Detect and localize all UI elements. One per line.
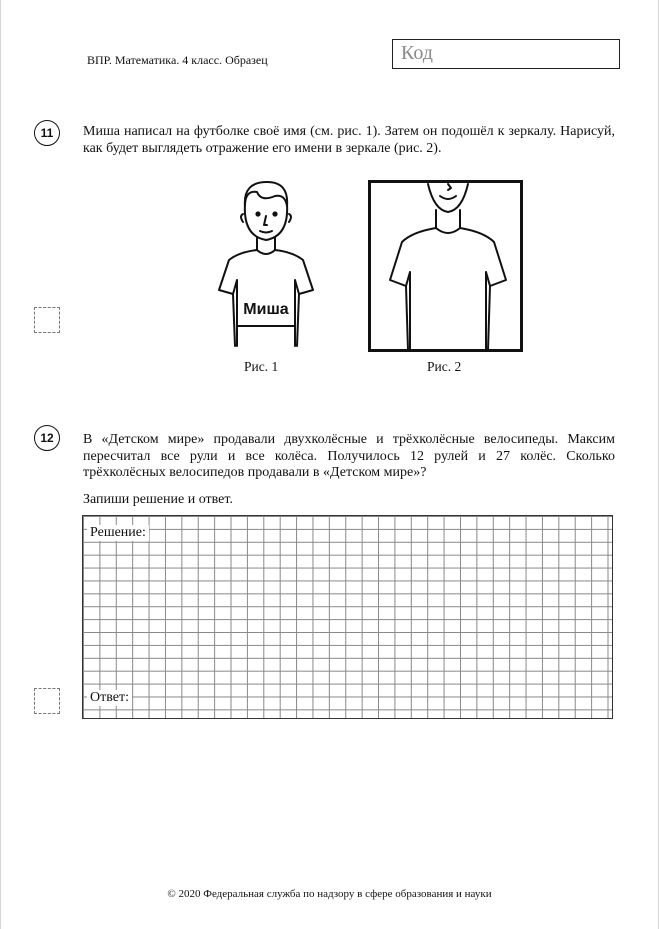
code-label: Код	[401, 42, 433, 64]
shirt-name-text: Миша	[243, 301, 289, 318]
task-11-text: Миша написал на футболке своё имя (см. рис. 1). Затем он подошёл к зеркалу. Нарисуй, как будет выглядеть отражение его имени в зеркале (рис. 2).	[83, 124, 615, 156]
page-edge-left	[0, 0, 1, 929]
task-12-instruction: Запиши решение и ответ.	[83, 492, 233, 507]
task-12-number: 12	[34, 425, 60, 451]
task-11-score-box[interactable]	[34, 307, 60, 333]
figure-1-boy-illustration	[205, 176, 325, 356]
task-11-number: 11	[34, 120, 60, 146]
header-title: ВПР. Математика. 4 класс. Образец	[87, 53, 268, 67]
answer-label: Ответ:	[87, 690, 132, 706]
task-12-score-box[interactable]	[34, 688, 60, 714]
figure-2-mirror-illustration	[368, 180, 523, 352]
solution-label: Решение:	[87, 525, 149, 541]
footer-copyright: © 2020 Федеральная служба по надзору в сфере образования и науки	[167, 888, 492, 900]
answer-grid[interactable]	[82, 515, 613, 719]
code-box[interactable]	[392, 39, 620, 69]
figure-2-caption: Рис. 2	[427, 359, 462, 374]
task-12-text: В «Детском мире» продавали двухколёсные и трёхколёсные велосипеды. Максим пересчитал все рули и все колёса. Получилось 12 рулей и 27 колёс. Сколько трёхколёсных велосипедов продавали в «Детском мире»?	[83, 432, 615, 480]
figure-1-caption: Рис. 1	[244, 359, 279, 374]
